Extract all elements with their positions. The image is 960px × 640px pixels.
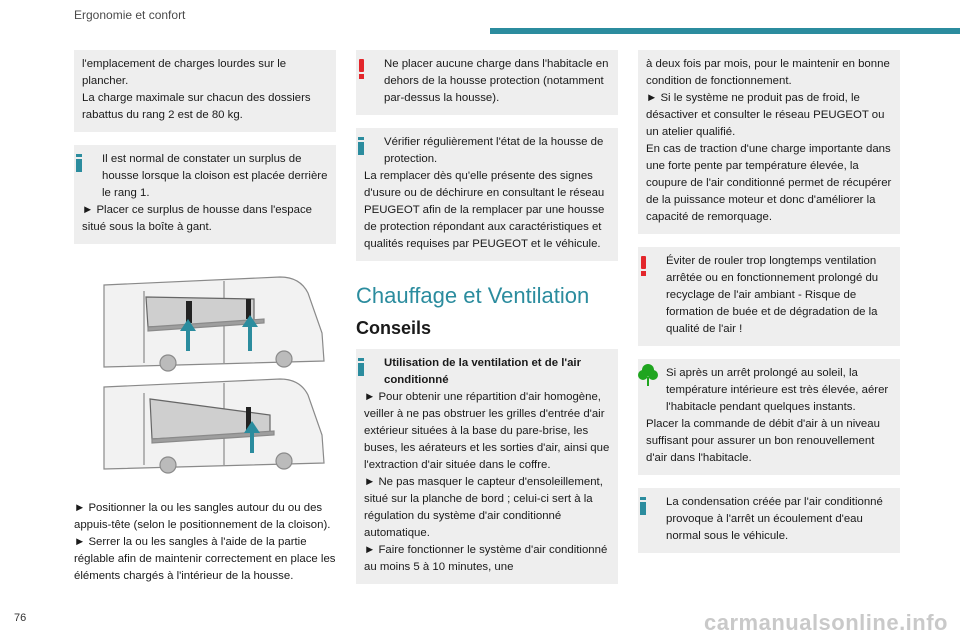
info-box-cover-check [356, 128, 618, 261]
info-box-ventilation [356, 349, 618, 584]
warning-icon [358, 59, 366, 79]
paragraph: La charge maximale sur chacun des dossiers rabattus du rang 2 est de 80 kg. [82, 92, 311, 121]
warning-text-wrap [646, 253, 892, 338]
info-lead [646, 494, 892, 545]
warning-box-ventilation [638, 247, 900, 346]
subsection-title: Conseils [356, 318, 432, 338]
warning-text-wrap [364, 56, 610, 107]
warning-text: Éviter de rouler trop longtemps ventilation arrêtée ou en fonctionnement prolongé du recyclage de l'air ambiant - Risque de formation de buée et de dégradation de la qualité de l'air ! [666, 255, 879, 335]
column-2 [356, 50, 618, 597]
paragraph: Placer la commande de débit d'air à un niveau suffisant pour assurer un bon renouvellement d'air dans l'habitacle. [646, 418, 880, 464]
info-icon [358, 137, 364, 155]
eco-text-wrap [646, 365, 892, 416]
info-lead-text: Utilisation de la ventilation et de l'air conditionné [384, 357, 582, 386]
paragraph: ► Ne pas masquer le capteur d'ensoleillement, situé sur la planche de bord ; celui-ci sert à la régulation du système d'air conditionné automatique. [364, 476, 603, 539]
note-box-ac-continued [638, 50, 900, 234]
watermark: carmanualsonline.info [704, 610, 948, 635]
paragraph: à deux fois par mois, pour le maintenir en bonne condition de fonctionnement. [646, 58, 890, 87]
warning-text: Ne placer aucune charge dans l'habitacle en dehors de la housse protection (notamment par-dessus la housse). [384, 58, 609, 104]
warning-icon [640, 256, 648, 276]
warning-box-load [356, 50, 618, 115]
info-icon [76, 154, 82, 172]
info-lead [82, 151, 328, 202]
info-box-condensation [638, 488, 900, 553]
paragraph: ► Si le système ne produit pas de froid, le désactiver et consulter le réseau PEUGEOT ou un atelier qualifié. [646, 92, 885, 138]
note-box-load [74, 50, 336, 132]
page-number: 76 [14, 612, 27, 624]
info-lead-text: Vérifier régulièrement l'état de la housse de protection. [384, 136, 604, 165]
column-1 [74, 50, 336, 585]
instruction-step: ► Placer ce surplus de housse dans l'espace situé sous la boîte à gant. [82, 204, 312, 233]
eco-text: Si après un arrêt prolongé au soleil, la température intérieure est très élevée, aérer l'habitacle pendant quelques instants. [666, 367, 889, 413]
info-lead [364, 134, 610, 168]
paragraph: l'emplacement de charges lourdes sur le plancher. [82, 58, 287, 87]
header-accent-bar [490, 28, 960, 34]
info-lead-text: La condensation créée par l'air conditionné provoque à l'arrêt un écoulement d'eau normal sous le véhicule. [666, 496, 883, 542]
paragraph: ► Serrer la ou les sangles à l'aide de la partie réglable afin de maintenir correctement en place les éléments chargés à l'intérieur de la housse. [74, 536, 336, 582]
eco-box-sun [638, 359, 900, 475]
paragraph: ► Faire fonctionner le système d'air conditionné au moins 5 à 10 minutes, une [364, 544, 608, 573]
info-lead [364, 355, 610, 389]
paragraph: La remplacer dès qu'elle présente des signes d'usure ou de déchirure en consultant le réseau PEUGEOT afin de la remplacer par une housse de protection répondant aux caractéristiques et qualités requises par PEUGEOT et le véhicule. [364, 170, 605, 250]
paragraph: ► Positionner la ou les sangles autour du ou des appuis-tête (selon le positionnement de la cloison). [74, 502, 331, 531]
eco-icon [638, 363, 658, 387]
van-top-diagram [104, 277, 324, 371]
van-cargo-cover-illustration [74, 267, 336, 482]
van-bottom-diagram [104, 379, 324, 473]
paragraph: ► Pour obtenir une répartition d'air homogène, veiller à ne pas obstruer les grilles d'entrée d'air extérieur situées à la base du pare-brise, les buses, les aérateurs et les sorties d'air, ainsi que l'extraction d'air située dans le coffre. [364, 391, 610, 471]
column-3 [638, 50, 900, 566]
paragraph: En cas de traction d'une charge importante dans une forte pente par température élevée, la coupure de l'air conditionné permet de récupérer de la puissance moteur et donc d'améliorer la capacité de remorquage. [646, 143, 892, 223]
section-title: Chauffage et Ventilation [356, 283, 590, 308]
info-box-surplus [74, 145, 336, 244]
info-icon [640, 497, 646, 515]
info-lead-text: Il est normal de constater un surplus de housse lorsque la cloison est placée derrière le rang 1. [102, 153, 328, 199]
info-icon [358, 358, 364, 376]
header-title: Ergonomie et confort [74, 8, 186, 22]
